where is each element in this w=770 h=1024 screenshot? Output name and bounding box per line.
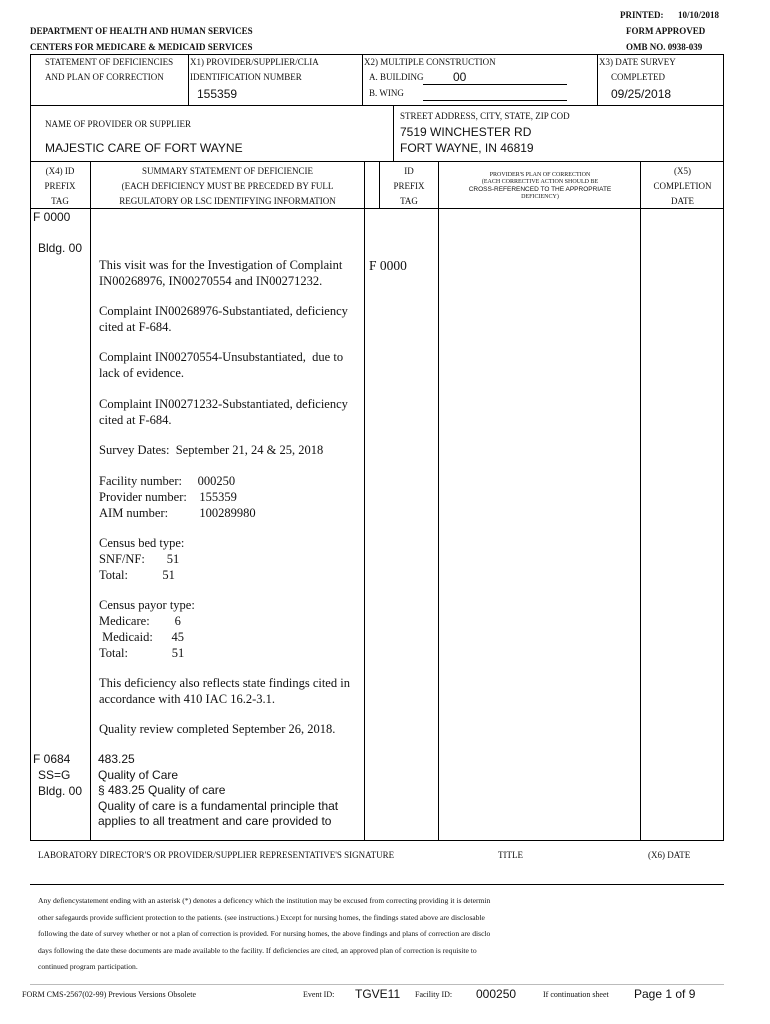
summary-header-2: (EACH DEFICIENCY MUST BE PRECEDED BY FULL (121, 181, 334, 191)
facility-id-value: 000250 (476, 987, 517, 1001)
grid-divider-plan (640, 161, 641, 841)
event-id-label: Event ID: (303, 990, 335, 999)
centers-title: CENTERS FOR MEDICARE & MEDICAID SERVICES (30, 42, 253, 52)
page-number: Page 1 of 9 (634, 987, 696, 1001)
paragraph-survey-dates: Survey Dates: September 21, 24 & 25, 2018 (99, 443, 324, 457)
id-header-1: ID (404, 166, 414, 176)
building-value: 00 (453, 70, 467, 84)
paragraph-census-bed: Census bed type: SNF/NF: 51 Total: 51 (99, 536, 185, 582)
header-row-divider (30, 105, 724, 106)
x5-header-2: COMPLETION (653, 181, 712, 191)
x4-header-1: (X4) ID (45, 166, 75, 176)
wing-label: B. WING (369, 88, 404, 98)
provider-name-label: NAME OF PROVIDER OR SUPPLIER (45, 119, 192, 129)
facility-id-label: Facility ID: (415, 990, 453, 999)
grid-right-border (723, 161, 724, 841)
paragraph-quality-of-care: 483.25 Quality of Care § 483.25 Quality of care Quality of care is a fundamental principle that applies to all treatment and care provided to (98, 752, 339, 828)
x4-header-2: PREFIX (44, 181, 76, 191)
tag-f0000: F 0000 (33, 210, 71, 224)
provider-name-value: MAJESTIC CARE OF FORT WAYNE (45, 141, 243, 155)
x1-sublabel: IDENTIFICATION NUMBER (190, 72, 302, 82)
x1-label: X1) PROVIDER/SUPPLIER/CLIA (190, 57, 319, 67)
form-id: FORM CMS-2567(02-99) Previous Versions Obsolete (22, 990, 197, 999)
printed-date: 10/10/2018 (678, 10, 720, 20)
address-line-1: 7519 WINCHESTER RD (400, 125, 532, 139)
statement-label: STATEMENT OF DEFICIENCIES (45, 57, 174, 67)
paragraph-quality-review: Quality review completed September 26, 2018. (99, 722, 336, 736)
form-approved: FORM APPROVED (626, 26, 706, 36)
name-left-border (30, 105, 31, 161)
paragraph-facility-info: Facility number: 000250 Provider number: 155359 AIM number: 100289980 (99, 474, 256, 520)
header-top-border (30, 54, 724, 55)
grid-divider-tag (90, 161, 91, 841)
building-label: A. BUILDING (369, 72, 424, 82)
wing-underline (423, 100, 567, 101)
printed-label: PRINTED: (620, 10, 664, 20)
id-header-2: PREFIX (393, 181, 425, 191)
header-right-border (723, 54, 724, 105)
paragraph-census-payor: Census payor type: Medicare: 6 Medicaid: 45 Total: 51 (99, 598, 195, 660)
name-divider (393, 105, 394, 161)
x3-label: X3) DATE SURVEY (599, 57, 676, 67)
x4-header-3: TAG (51, 196, 69, 206)
summary-header-3: REGULATORY OR LSC IDENTIFYING INFORMATION (119, 196, 336, 206)
grid-left-border (30, 161, 31, 841)
paragraph-state-findings: This deficiency also reflects state findings cited in accordance with 410 IAC 16.2-3.1. (99, 676, 350, 706)
plan-header-1: PROVIDER'S PLAN OF CORRECTION (489, 172, 591, 178)
plan-label: AND PLAN OF CORRECTION (45, 72, 164, 82)
address-line-2: FORT WAYNE, IN 46819 (400, 141, 534, 155)
title-label: TITLE (498, 850, 523, 860)
disclaimer-text: Any defiencystatement ending with an asterisk (*) denotes a deficency which the institution may be excused from correcting providing it is determin other safegaurds provide sufficient protection to the patients. (see instructions.) Except for nursing homes, the findings stated above are disclosable following the date of survey whether or not a plan of correction is provided. For nursing homes, the above findings and plans of correction are disclo days following the date these documents are made available to the facility. If deficiencies are cited, an approved plan of correction is requisite to continued program participation. (38, 896, 491, 972)
id-tag-f0000: F 0000 (369, 258, 407, 273)
grid-divider-id (438, 161, 439, 841)
id-header-3: TAG (400, 196, 418, 206)
x5-header-1: (X5) (674, 166, 691, 176)
grid-divider-summary (364, 161, 365, 841)
paragraph-complaint-2: Complaint IN00270554-Unsubstantiated, due to lack of evidence. (99, 350, 344, 380)
omb-number: OMB NO. 0938-039 (626, 42, 703, 52)
event-id-value: TGVE11 (355, 987, 401, 1001)
header-divider-2 (362, 54, 363, 105)
name-bottom-border (30, 161, 724, 162)
paragraph-visit: This visit was for the Investigation of Complaint IN00268976, IN00270554 and IN00271232. (99, 258, 343, 288)
plan-header-3: CROSS-REFERENCED TO THE APPROPRIATE (468, 186, 612, 193)
address-label: STREET ADDRESS, CITY, STATE, ZIP COD (400, 111, 570, 121)
plan-header-2: (EACH CORRECTIVE ACTION SHOULD BE (481, 179, 599, 185)
header-divider-3 (597, 54, 598, 105)
signature-label: LABORATORY DIRECTOR'S OR PROVIDER/SUPPLIER REPRESENTATIVE'S SIGNATURE (38, 850, 395, 860)
header-left-border (30, 54, 31, 105)
continuation-label: If continuation sheet (543, 990, 609, 999)
grid-divider-id-header (379, 161, 380, 209)
x5-header-3: DATE (671, 196, 694, 206)
department-title: DEPARTMENT OF HEALTH AND HUMAN SERVICES (30, 26, 253, 36)
summary-header-1: SUMMARY STATEMENT OF DEFICIENCIE (141, 166, 314, 176)
x2-label: X2) MULTIPLE CONSTRUCTION (364, 57, 496, 67)
plan-header-4: DEFICIENCY) (521, 194, 559, 200)
x1-value: 155359 (197, 87, 238, 101)
header-divider-1 (188, 54, 189, 105)
bldg-label-2: Bldg. 00 (38, 784, 83, 798)
date-label: (X6) DATE (648, 850, 691, 860)
signature-bottom-border (30, 884, 724, 885)
tag-f0684: F 0684 (33, 752, 71, 766)
grid-bottom-border (30, 840, 724, 841)
scope-severity: SS=G (38, 768, 71, 782)
x3-value: 09/25/2018 (611, 87, 672, 101)
paragraph-complaint-1: Complaint IN00268976-Substantiated, deficiency cited at F-684. (99, 304, 348, 334)
bldg-label-1: Bldg. 00 (38, 241, 83, 255)
x3-sublabel: COMPLETED (611, 72, 665, 82)
footer-top-rule (30, 984, 724, 985)
building-underline (423, 84, 567, 85)
column-header-divider (30, 208, 724, 209)
name-right-border (723, 105, 724, 161)
paragraph-complaint-3: Complaint IN00271232-Substantiated, deficiency cited at F-684. (99, 397, 348, 427)
